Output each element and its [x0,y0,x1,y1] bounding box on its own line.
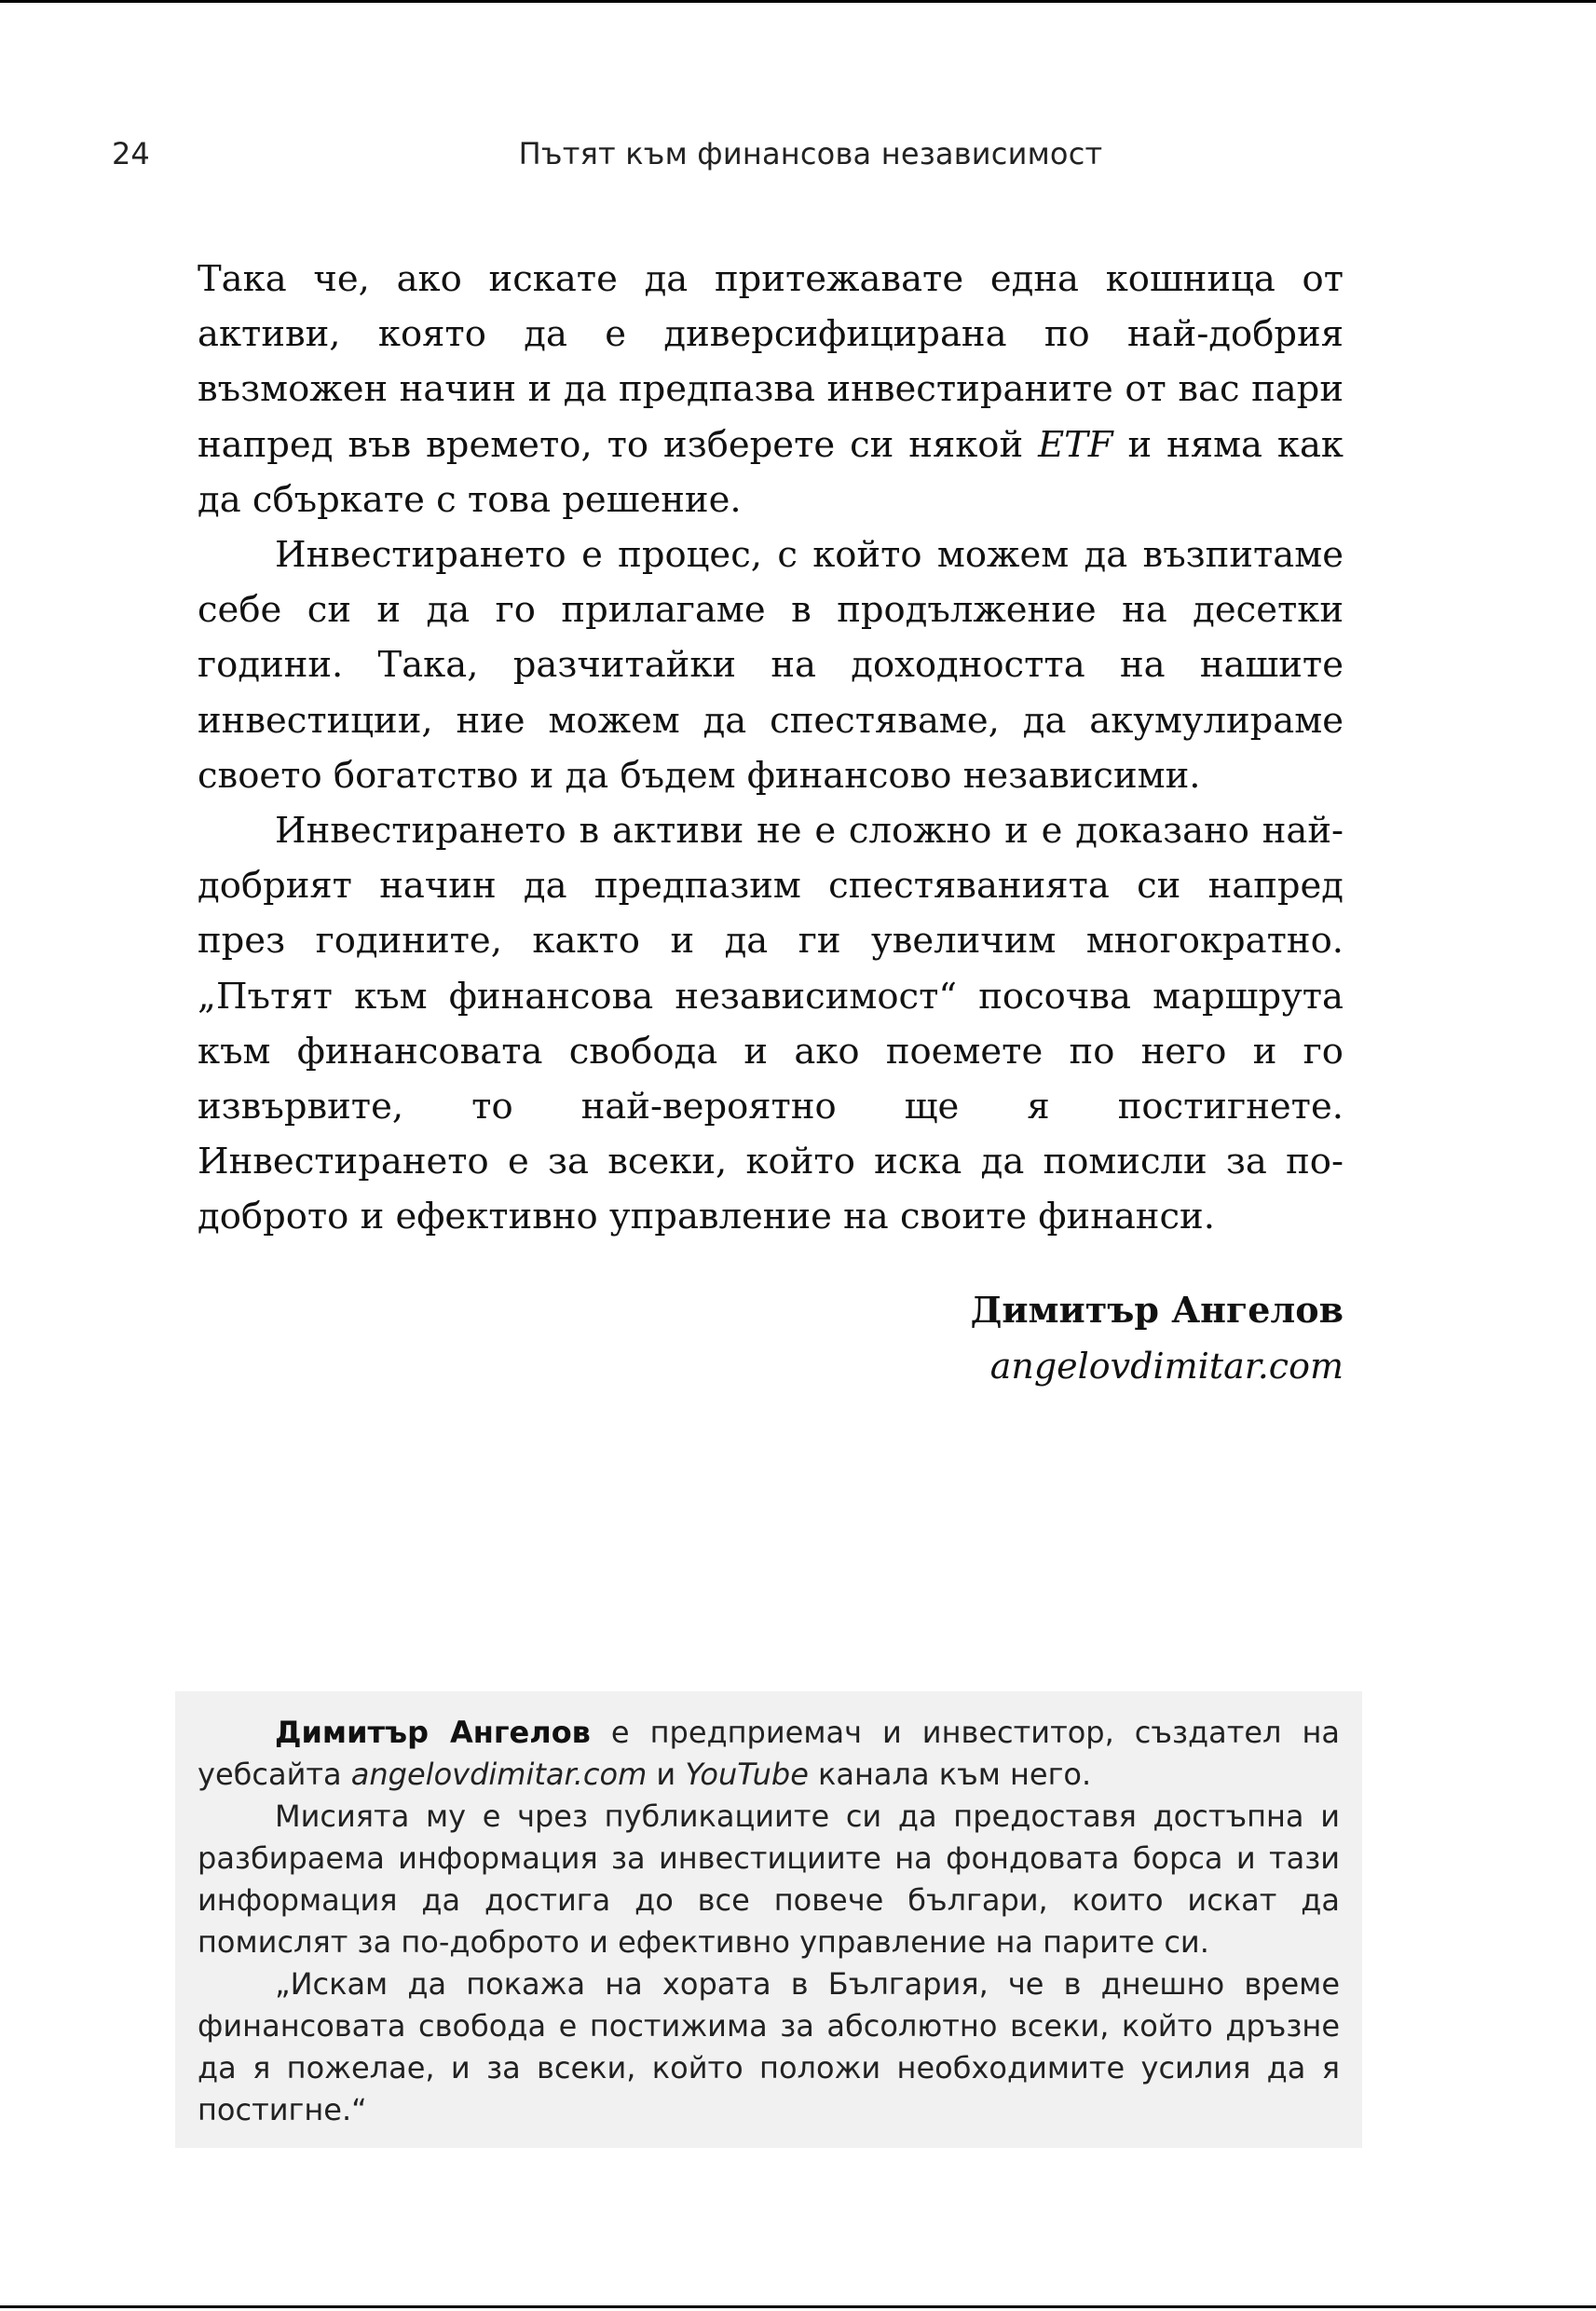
running-header [0,130,1596,177]
paragraph-2: Инвестирането е процес, с който можем да възпитаме себе си и да го прилагаме в продължение на десетки години. Така, разчитайки на доходността на нашите инвестиции, ние можем да спестяваме, да акумулираме своето богатство и да бъдем финансово независими. [198,534,1344,797]
bio-paragraph-2: Мисията му е чрез публикациите си да предоставя достъпна и разбираема информация за инвестициите на фондовата борса и тази информация да достига до все повече българи, които искат да помислят за по-доброто и ефективно управление на парите си. [198,1798,1340,1960]
signature-block [198,1282,1344,1394]
etf-term: ETF [1038,423,1113,466]
bio-youtube: YouTube [685,1757,809,1792]
bio-paragraph-1 [198,1712,1340,1796]
bio-text-b: и [647,1757,686,1792]
paragraph-3: Инвестирането в активи не е сложно и е доказано най-добрият начин да предпазим спестяванията си напред през годините, както и да ги увеличим многократно. „Пътят към финансова независимост“ посочва маршрута към финансовата свобода и ако поемете по него и го извървите, то най-вероятно ще я постигнете. Инвестирането е за всеки, който иска да помисли за по-доброто и ефективно управление на своите финанси. [198,810,1344,1238]
top-rule [0,0,1596,3]
bottom-rule [0,2305,1596,2308]
bio-text-a: е предприемач и инвеститор, създател на уебсайта [198,1715,1340,1792]
author-bio-box [175,1691,1362,2148]
paragraph-1-text-b: и няма как да сбъркате с това решение. [198,423,1344,521]
author-website: angelovdimitar.com [989,1346,1344,1387]
author-name: Димитър Ангелов [970,1289,1344,1331]
running-title: Пътят към финансова независимост [518,136,1103,171]
author-bio-text [198,1712,1340,2131]
paragraph-1 [198,252,1344,527]
page-number: 24 [112,136,150,171]
bio-text-c: канала към него. [808,1757,1092,1792]
bio-website: angelovdimitar.com [350,1757,648,1792]
paragraph-1-text-a: Така че, ако искате да притежавате една кошница от активи, която да е диверсифицирана по най-добрия възможен начин и да предпазва инвестираните от вас пари напред във времето, то изберете си някой [198,258,1344,466]
bio-author-name: Димитър Ангелов [275,1715,591,1750]
main-text [198,252,1344,1245]
bio-paragraph-3: „Искам да покажа на хората в България, че в днешно време финансовата свобода е постижима за абсолютно всеки, който дръзне да я пожелае, и за всеки, който положи необходимите усилия да я постигне.“ [198,1966,1340,2127]
